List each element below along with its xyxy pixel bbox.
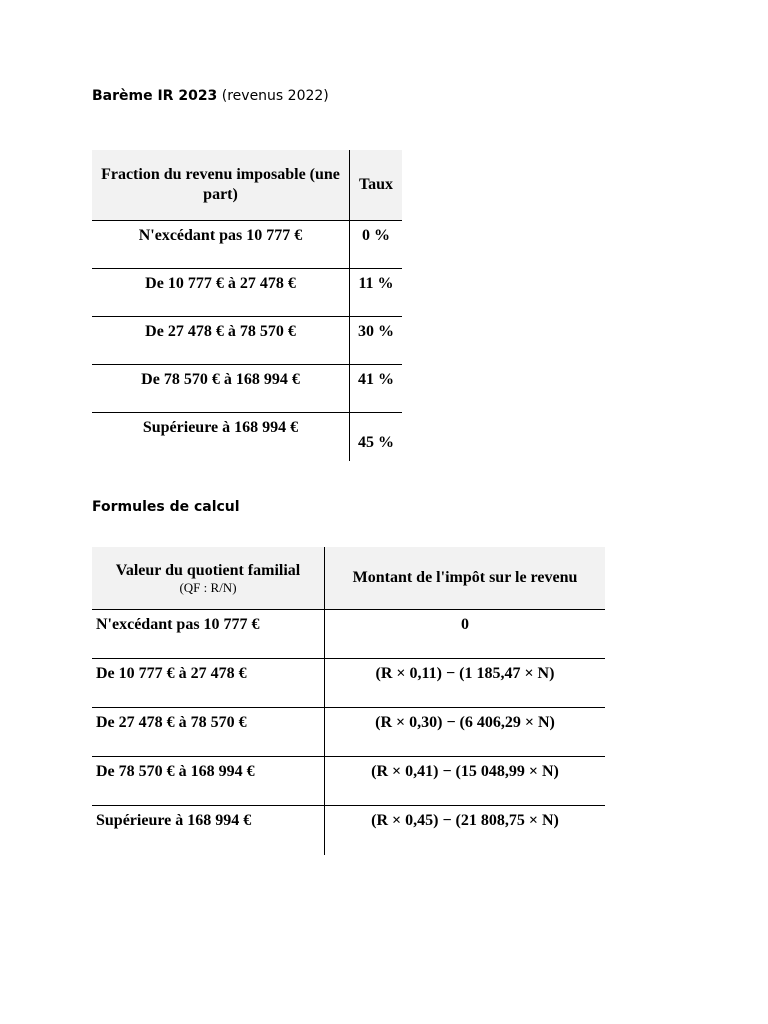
header-income-fraction: Fraction du revenu imposable (une part) (92, 150, 350, 221)
tax-formula: (R × 0,11) − (1 185,47 × N) (325, 659, 606, 708)
rate-value: 0 % (350, 221, 403, 269)
quotient-bracket: De 27 478 € à 78 570 € (92, 708, 325, 757)
rate-value: 41 % (350, 365, 403, 413)
quotient-bracket: De 78 570 € à 168 994 € (92, 757, 325, 806)
table-row (92, 659, 605, 708)
formulas-heading-bold: Formules de calcul (92, 499, 240, 515)
formulas-heading (92, 498, 240, 516)
quotient-bracket: N'excédant pas 10 777 € (92, 610, 325, 659)
table-row (92, 317, 402, 365)
table-row (92, 221, 402, 269)
table-header-row (92, 547, 605, 610)
quotient-bracket: De 10 777 € à 27 478 € (92, 659, 325, 708)
tax-scale-table (92, 150, 402, 461)
table-row (92, 708, 605, 757)
income-bracket: De 10 777 € à 27 478 € (92, 269, 350, 317)
table-row (92, 413, 402, 461)
table-row (92, 269, 402, 317)
header-tax-amount: Montant de l'impôt sur le revenu (325, 547, 606, 610)
rate-value: 30 % (350, 317, 403, 365)
tax-formula: 0 (325, 610, 606, 659)
income-bracket: N'excédant pas 10 777 € (92, 221, 350, 269)
rate-value: 45 % (350, 413, 403, 461)
header-family-quotient (92, 547, 325, 610)
income-bracket: De 78 570 € à 168 994 € (92, 365, 350, 413)
tax-formula: (R × 0,45) − (21 808,75 × N) (325, 806, 606, 855)
header-family-quotient-sub: (QF : R/N) (179, 579, 237, 595)
tax-scale-heading-bold: Barème IR 2023 (92, 88, 218, 104)
table-row (92, 757, 605, 806)
income-bracket: Supérieure à 168 994 € (92, 413, 350, 461)
table-row (92, 610, 605, 659)
tax-scale-heading-rest: (revenus 2022) (217, 88, 329, 104)
tax-formula: (R × 0,41) − (15 048,99 × N) (325, 757, 606, 806)
table-header-row (92, 150, 402, 221)
table-row (92, 806, 605, 855)
quotient-bracket: Supérieure à 168 994 € (92, 806, 325, 855)
rate-value: 11 % (350, 269, 403, 317)
formulas-table (92, 547, 605, 855)
table-row (92, 365, 402, 413)
header-rate: Taux (350, 150, 403, 221)
tax-scale-heading (92, 87, 329, 105)
tax-formula: (R × 0,30) − (6 406,29 × N) (325, 708, 606, 757)
header-family-quotient-label: Valeur du quotient familial (115, 561, 301, 579)
income-bracket: De 27 478 € à 78 570 € (92, 317, 350, 365)
